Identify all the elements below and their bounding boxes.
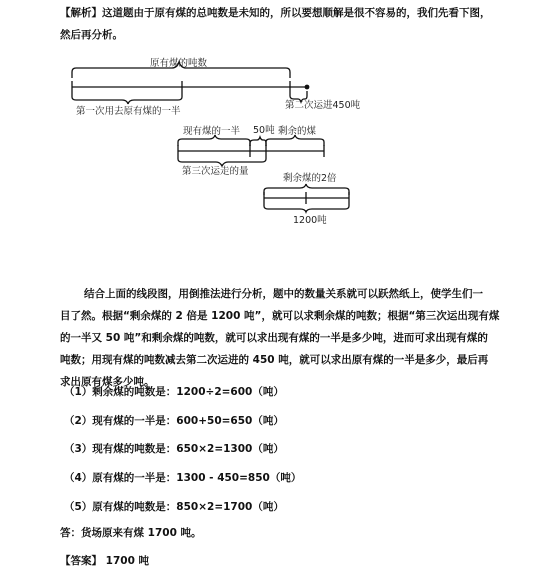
- first-use-brace: [72, 93, 182, 104]
- answer-tag: 【答案】: [60, 555, 102, 567]
- answer-value: 1700 吨: [105, 555, 150, 567]
- third-out-brace: [178, 157, 266, 166]
- analysis-line-5: 求出原有煤多少吨。: [60, 376, 155, 388]
- answer-line: [60, 550, 149, 572]
- conclusion-line: 答：货场原来有煤 1700 吨。: [60, 527, 202, 539]
- fifty-brace: [250, 137, 266, 146]
- half-now-label: 现有煤的一半: [183, 126, 241, 137]
- first-use-label: 第一次用去原有煤的一半: [76, 106, 181, 117]
- intro-line-1: 这道题由于原有煤的总吨数是未知的，所以要想顺解是很不容易的，我们先看下图，: [102, 7, 491, 19]
- analysis-line-1: 结合上面的线段图，用倒推法进行分析，题中的数量关系就可以跃然纸上，使学生们一: [84, 288, 483, 300]
- fifty-label: 50吨: [253, 125, 275, 136]
- segment-diagram: [0, 0, 536, 230]
- analysis-line-4: 吨数；用现有煤的吨数减去第二次运进的 450 吨，就可以求出原有煤的一半是多少，最后再: [60, 354, 489, 366]
- analysis-tag: 【解析】: [60, 7, 102, 19]
- total1200-brace: [264, 204, 349, 212]
- remaining-label: 剩余的煤: [278, 126, 317, 137]
- analysis-line-2: 目了然。根据“剩余煤的 2 倍是 1200 吨”，就可以求剩余煤的吨数；根据“第三次运出现有煤: [60, 310, 500, 322]
- third-out-label: 第三次运走的量: [182, 166, 249, 177]
- second-in-label: 第二次运进450吨: [285, 100, 361, 111]
- step-5: （5）原有煤的吨数是：850×2=1700（吨）: [64, 501, 284, 513]
- endpoint-dot: [305, 85, 310, 90]
- total-label: 原有煤的吨数: [150, 58, 208, 69]
- intro-line-2: 然后再分析。: [60, 29, 123, 41]
- double-label: 剩余煤的2倍: [283, 173, 337, 184]
- analysis-line-3: 的一半又 50 吨”和剩余煤的吨数，就可以求出现有煤的一半是多少吨，进而可求出现有煤的: [60, 332, 488, 344]
- step-2: （2）现有煤的一半是：600+50=650（吨）: [64, 415, 284, 427]
- analysis-paragraph: [60, 283, 499, 393]
- step-3: （3）现有煤的吨数是：650×2=1300（吨）: [64, 443, 284, 455]
- total1200-label: 1200吨: [293, 215, 327, 226]
- step-1: （1）剩余煤的吨数是：1200÷2=600（吨）: [64, 386, 284, 398]
- step-4: （4）原有煤的一半是：1300 - 450=850（吨）: [64, 472, 302, 484]
